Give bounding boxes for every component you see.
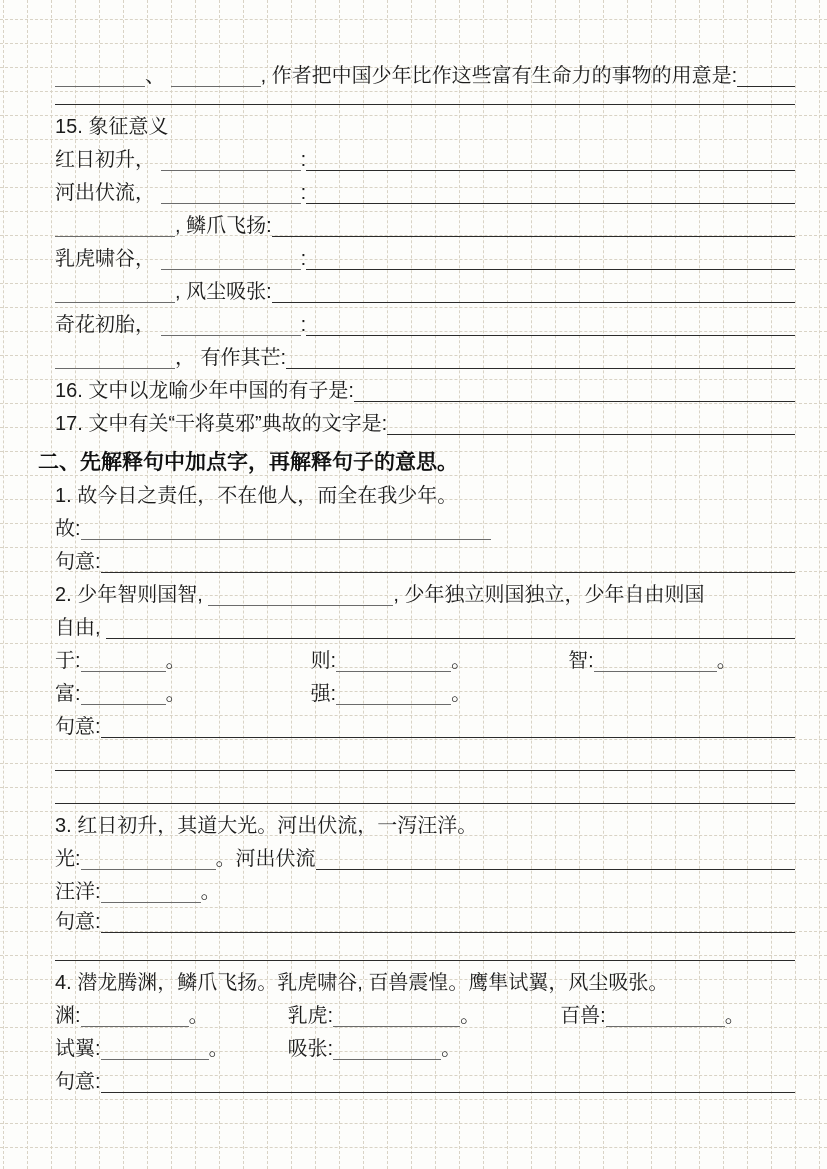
blank-field <box>336 702 451 705</box>
text-segment: 试翼: <box>55 1038 101 1060</box>
q15-row-youzuo <box>55 337 795 370</box>
blank-field <box>161 201 301 204</box>
s2-q3-def-wangyang <box>55 871 795 904</box>
text-segment: 16. 文中以龙喻少年中国的有子是: <box>55 380 354 402</box>
text-segment: 1. 故今日之责任，不在他人，而全在我少年。 <box>55 485 458 507</box>
s2-q2-answer-blank-line-1 <box>55 739 795 772</box>
text-segment: 智: <box>568 650 594 672</box>
blank-field <box>55 84 145 87</box>
blank-field <box>55 102 795 105</box>
q15-row-fengchen <box>55 271 795 304</box>
text-segment: 富: <box>55 683 81 705</box>
blank-field <box>333 1057 441 1060</box>
blank-field <box>286 366 795 369</box>
spacer <box>209 1027 288 1028</box>
text-segment: : <box>300 182 307 204</box>
q15-row-ruhu <box>55 238 795 271</box>
s2-q2-defs-row2 <box>55 673 795 706</box>
text-segment: 光: <box>55 848 81 870</box>
blank-field <box>336 669 451 672</box>
blank-field <box>106 636 795 639</box>
blank-field <box>161 168 301 171</box>
blank-field <box>81 702 166 705</box>
q14-continuation-line <box>55 55 795 88</box>
q15-row-hongri <box>55 139 795 172</box>
text-segment: 4. 潜龙腾渊，鳞爪飞扬。乳虎啸谷, 百兽震惶。鹰隼试翼，风尘吸张。 <box>55 972 669 994</box>
text-segment: 句意: <box>55 911 101 933</box>
blank-field <box>55 801 795 804</box>
s2-q3-def-guang <box>55 838 795 871</box>
text-segment: 。 <box>200 881 221 903</box>
worksheet-content <box>38 55 795 1094</box>
blank-field <box>81 669 166 672</box>
blank-field <box>387 432 795 435</box>
blank-field <box>306 267 795 270</box>
text-segment: 。 <box>441 1038 462 1060</box>
text-segment: 。河出伏流 <box>215 848 316 870</box>
text-segment: : <box>300 314 307 336</box>
blank-field <box>81 867 216 870</box>
blank-field <box>81 1024 189 1027</box>
s2-q2-defs-row1 <box>55 640 795 673</box>
text-segment: 。 <box>451 650 472 672</box>
grid-line-horizontal <box>0 1123 827 1124</box>
grid-line-horizontal <box>0 19 827 20</box>
section-two-heading <box>38 442 795 475</box>
blank-field <box>306 168 795 171</box>
s2-q2-answer-blank-line-2 <box>55 772 795 805</box>
text-segment: 。 <box>165 650 186 672</box>
text-segment: 。 <box>460 1005 481 1027</box>
s2-q2-sentence-line1 <box>55 574 795 607</box>
text-segment: ， 有作其芒: <box>175 347 287 369</box>
s2-q3-sentence <box>55 805 795 838</box>
s2-q4-defs-row2 <box>55 1028 795 1061</box>
blank-field <box>101 735 795 738</box>
blank-field <box>594 669 717 672</box>
text-segment: 渊: <box>55 1005 81 1027</box>
s2-q3-answer-blank-line <box>55 934 795 962</box>
text-segment: 。 <box>451 683 472 705</box>
blank-field <box>606 1024 725 1027</box>
grid-line-vertical <box>819 0 820 1169</box>
text-segment: 故: <box>55 518 81 540</box>
blank-field <box>161 333 301 336</box>
blank-field <box>306 201 795 204</box>
text-segment: 。 <box>188 1005 209 1027</box>
grid-line-horizontal <box>0 1099 827 1100</box>
text-segment: 句意: <box>55 716 101 738</box>
blank-field <box>101 900 201 903</box>
text-segment: 3. 红日初升，其道大光。河出伏流，一泻汪洋。 <box>55 815 478 837</box>
blank-field <box>333 1024 460 1027</box>
s2-q2-sentence-line2 <box>55 607 795 640</box>
text-segment: 百兽: <box>560 1005 606 1027</box>
grid-line-vertical <box>51 0 52 1169</box>
text-segment: , 少年独立则国独立，少年自由则国 <box>393 584 705 606</box>
blank-field <box>55 768 795 771</box>
s2-q2-juyi <box>55 706 795 739</box>
text-segment: 汪洋: <box>55 881 101 903</box>
grid-line-vertical <box>27 0 28 1169</box>
text-segment: 乳虎啸谷， <box>55 248 161 270</box>
spacer <box>186 672 311 673</box>
blank-field <box>306 333 795 336</box>
text-segment: : <box>300 248 307 270</box>
q15-heading <box>55 106 795 139</box>
blank-field <box>161 267 301 270</box>
blank-field <box>55 234 175 237</box>
blank-field <box>101 1090 795 1093</box>
s2-q1-juyi <box>55 541 795 574</box>
spacer <box>186 705 311 706</box>
text-segment: 。 <box>165 683 186 705</box>
text-segment: : <box>300 149 307 171</box>
text-segment: 15. 象征意义 <box>55 116 169 138</box>
blank-field <box>171 84 261 87</box>
spacer <box>229 1060 288 1061</box>
text-segment: , 风尘吸张: <box>175 281 272 303</box>
s2-q4-defs-row1 <box>55 995 795 1028</box>
text-segment: 。 <box>208 1038 229 1060</box>
text-segment: 。 <box>716 650 737 672</box>
q14-answer-blank-line <box>55 88 795 106</box>
text-segment: 句意: <box>55 551 101 573</box>
blank-field <box>737 84 795 87</box>
spacer <box>471 672 568 673</box>
q16-line <box>55 370 795 403</box>
text-segment: 。 <box>724 1005 745 1027</box>
blank-field <box>81 537 491 540</box>
blank-field <box>272 300 795 303</box>
s2-q4-sentence <box>55 962 795 995</box>
text-segment: 句意: <box>55 1071 101 1093</box>
text-segment: 2. 少年智则国智, <box>55 584 209 606</box>
blank-field <box>101 1057 209 1060</box>
grid-line-vertical <box>795 0 796 1169</box>
q15-row-hechu <box>55 172 795 205</box>
text-segment: 自由, <box>55 617 107 639</box>
s2-q1-def-gu <box>55 508 795 541</box>
blank-field <box>101 930 795 933</box>
blank-field <box>101 570 795 573</box>
q15-row-linzhua <box>55 205 795 238</box>
text-segment: 17. 文中有关“干将莫邪”典故的文字是: <box>55 413 388 435</box>
text-segment: , 鳞爪飞扬: <box>175 215 272 237</box>
blank-field <box>55 300 175 303</box>
text-segment: 乳虎: <box>287 1005 334 1027</box>
text-segment: 、 <box>145 65 171 87</box>
text-segment: 二、先解释句中加点字，再解释句子的意思。 <box>38 450 458 474</box>
text-segment: 河出伏流， <box>55 182 161 204</box>
s2-q3-juyi <box>55 904 795 934</box>
grid-line-vertical <box>3 0 4 1169</box>
text-segment: 则: <box>310 650 337 672</box>
grid-line-horizontal <box>0 1147 827 1148</box>
s2-q1-sentence <box>55 475 795 508</box>
q17-line <box>55 403 795 436</box>
text-segment: 于: <box>55 650 81 672</box>
blank-field <box>354 399 795 402</box>
blank-field <box>55 366 175 369</box>
text-segment: 奇花初胎， <box>55 314 161 336</box>
blank-field <box>55 958 795 961</box>
text-segment: 红日初升， <box>55 149 161 171</box>
grid-line-horizontal <box>0 43 827 44</box>
text-segment: 吸张: <box>287 1038 334 1060</box>
blank-field <box>316 867 795 870</box>
text-segment: 强: <box>310 683 337 705</box>
blank-field <box>208 603 393 606</box>
spacer <box>480 1027 560 1028</box>
s2-q4-juyi <box>55 1061 795 1094</box>
q15-row-qihua <box>55 304 795 337</box>
text-segment: , 作者把中国少年比作这些富有生命力的事物的用意是: <box>260 65 738 87</box>
blank-field <box>272 234 795 237</box>
